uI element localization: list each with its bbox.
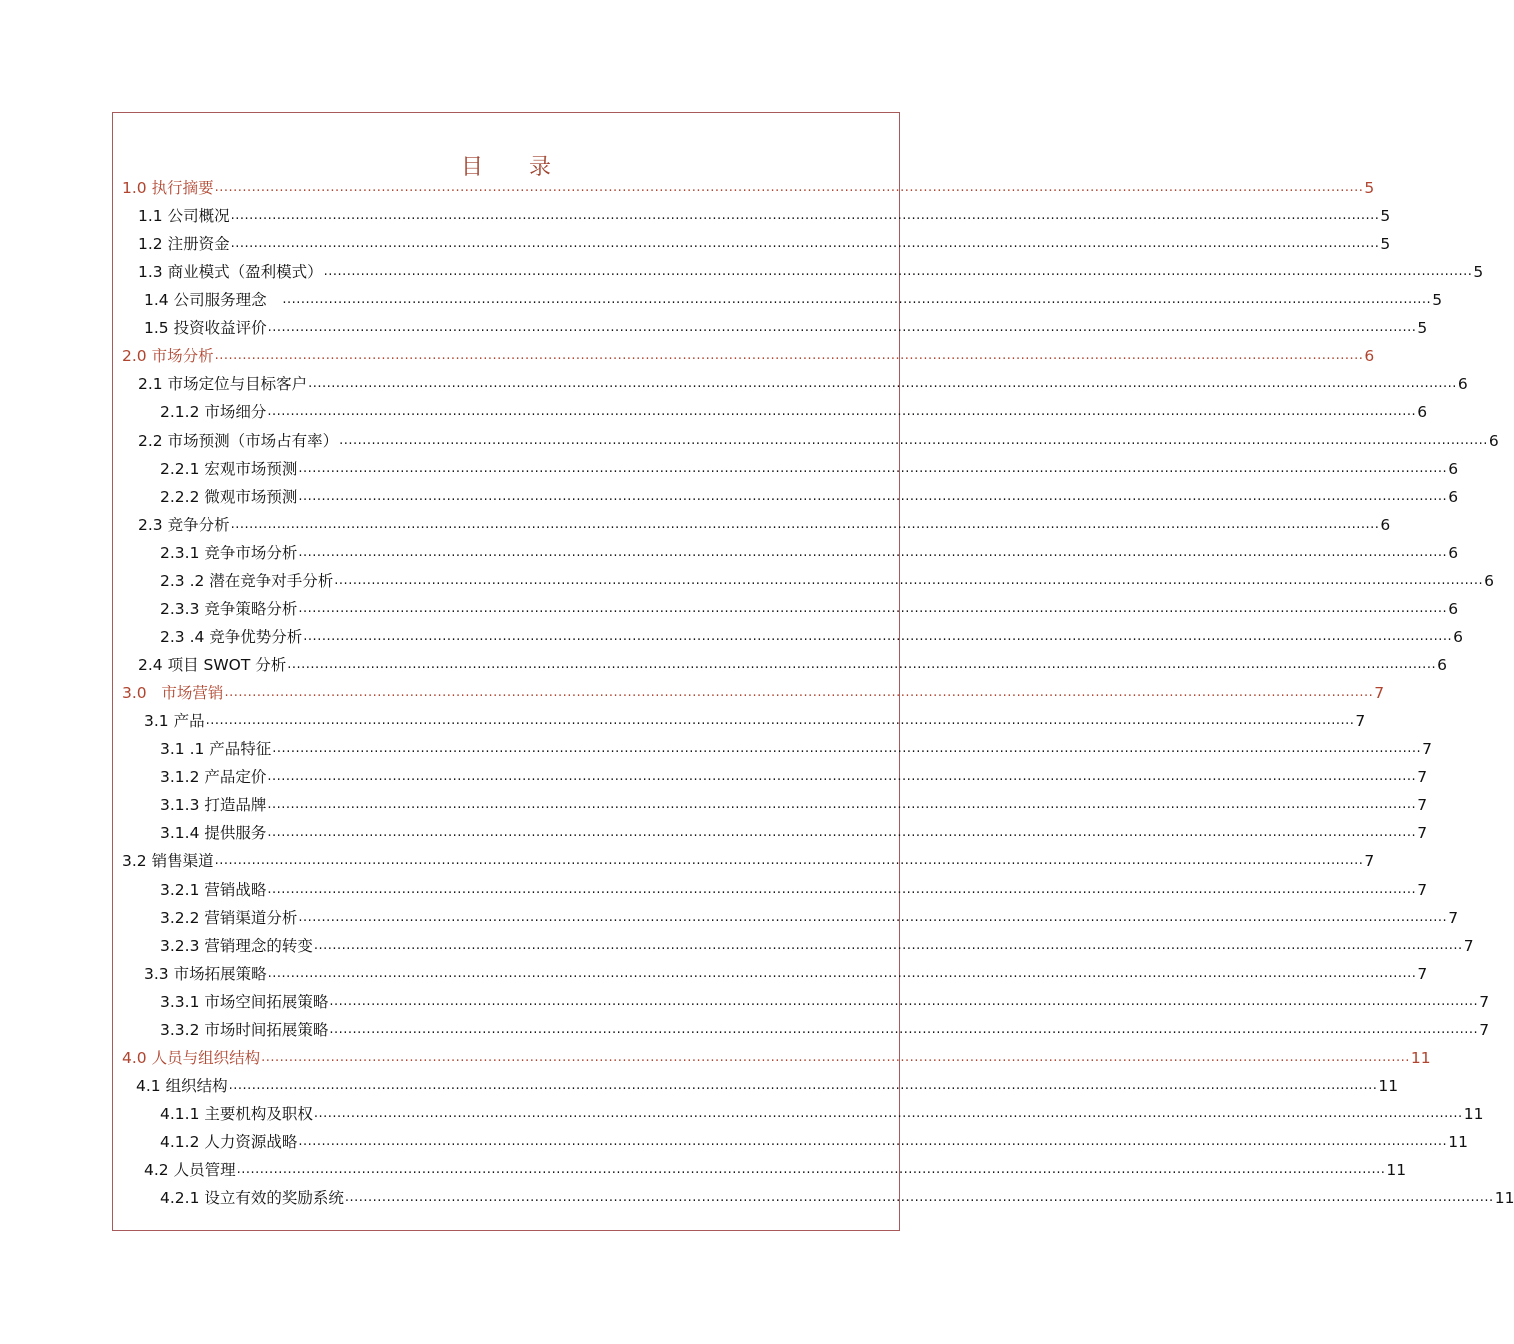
toc-entry[interactable]: 3.2.1 营销战略 ........................................................................................................................................................................................................................................................ 7 bbox=[160, 880, 1428, 899]
toc-entry[interactable]: 3.1 .1 产品特征 ........................................................................................................................................................................................................................................................ 7 bbox=[160, 740, 1432, 759]
toc-entry[interactable]: 4.2 人员管理 ........................................................................................................................................................................................................................................................ 11 bbox=[144, 1161, 1407, 1180]
toc-entry[interactable]: 4.1.1 主要机构及职权 ........................................................................................................................................................................................................................................................ 11 bbox=[160, 1104, 1484, 1123]
toc-entry[interactable]: 2.0 市场分析 ........................................................................................................................................................................................................................................................ 6 bbox=[122, 347, 1375, 366]
toc-entry[interactable]: 1.3 商业模式（盈利模式） ........................................................................................................................................................................................................................................................ 5 bbox=[138, 263, 1484, 282]
toc-entry[interactable]: 2.3 竞争分析 ........................................................................................................................................................................................................................................................ 6 bbox=[138, 515, 1391, 534]
toc-entry[interactable]: 3.0 市场营销 ........................................................................................................................................................................................................................................................ 7 bbox=[122, 684, 1385, 703]
toc-entry[interactable]: 3.1.3 打造品牌 ........................................................................................................................................................................................................................................................ 7 bbox=[160, 796, 1428, 815]
toc-entry[interactable]: 4.1.2 人力资源战略 ........................................................................................................................................................................................................................................................ 11 bbox=[160, 1133, 1468, 1152]
toc-entry[interactable]: 3.3.1 市场空间拓展策略 ........................................................................................................................................................................................................................................................ 7 bbox=[160, 992, 1490, 1011]
toc-entry[interactable]: 3.1.2 产品定价 ........................................................................................................................................................................................................................................................ 7 bbox=[160, 768, 1428, 787]
toc-title-left: 目 bbox=[460, 155, 483, 180]
toc-entry[interactable]: 3.1.4 提供服务 ........................................................................................................................................................................................................................................................ 7 bbox=[160, 824, 1428, 843]
toc-entry[interactable]: 3.1 产品 ........................................................................................................................................................................................................................................................ 7 bbox=[144, 712, 1366, 731]
toc-entry[interactable]: 2.3.1 竞争市场分析 ........................................................................................................................................................................................................................................................ 6 bbox=[160, 543, 1459, 562]
toc-entry[interactable]: 1.1 公司概况 ........................................................................................................................................................................................................................................................ 5 bbox=[138, 207, 1391, 226]
toc-entry[interactable]: 2.2 市场预测（市场占有率） ........................................................................................................................................................................................................................................................ 6 bbox=[138, 431, 1499, 450]
toc-entry[interactable]: 3.3.2 市场时间拓展策略 ........................................................................................................................................................................................................................................................ 7 bbox=[160, 1020, 1490, 1039]
toc-entry[interactable]: 2.1 市场定位与目标客户 ........................................................................................................................................................................................................................................................ 6 bbox=[138, 375, 1468, 394]
toc-entry[interactable]: 4.1 组织结构 ........................................................................................................................................................................................................................................................ 11 bbox=[136, 1076, 1399, 1095]
toc-entry[interactable]: 3.2.2 营销渠道分析 ........................................................................................................................................................................................................................................................ 7 bbox=[160, 908, 1459, 927]
toc-entry[interactable]: 2.1.2 市场细分 ........................................................................................................................................................................................................................................................ 6 bbox=[160, 403, 1428, 422]
toc-entry[interactable]: 2.2.1 宏观市场预测 ........................................................................................................................................................................................................................................................ 6 bbox=[160, 459, 1459, 478]
toc-entry[interactable]: 1.0 执行摘要 ........................................................................................................................................................................................................................................................ 5 bbox=[122, 179, 1375, 197]
toc-entry[interactable]: 1.4 公司服务理念 ........................................................................................................................................................................................................................................................ 5 bbox=[144, 291, 1443, 310]
toc-entry[interactable]: 2.4 项目 SWOT 分析 ........................................................................................................................................................................................................................................................ 6 bbox=[138, 656, 1447, 675]
toc-entry[interactable]: 3.2 销售渠道 ........................................................................................................................................................................................................................................................ 7 bbox=[122, 852, 1375, 871]
toc-title-right: 录 bbox=[529, 155, 552, 180]
toc-entry[interactable]: 4.0 人员与组织结构 ........................................................................................................................................................................................................................................................ 11 bbox=[122, 1048, 1431, 1067]
toc-entry[interactable]: 2.3.3 竞争策略分析 ........................................................................................................................................................................................................................................................ 6 bbox=[160, 599, 1459, 618]
toc-entry[interactable]: 2.2.2 微观市场预测 ........................................................................................................................................................................................................................................................ 6 bbox=[160, 487, 1459, 506]
toc-entry[interactable]: 2.3 .2 潜在竞争对手分析 ........................................................................................................................................................................................................................................................ 6 bbox=[160, 571, 1494, 590]
toc-entry[interactable]: 3.2.3 营销理念的转变 ........................................................................................................................................................................................................................................................ 7 bbox=[160, 936, 1474, 955]
toc-entry[interactable]: 1.2 注册资金 ........................................................................................................................................................................................................................................................ 5 bbox=[138, 235, 1391, 254]
toc-entry[interactable]: 3.3 市场拓展策略 ........................................................................................................................................................................................................................................................ 7 bbox=[144, 964, 1428, 983]
toc-entry[interactable]: 1.5 投资收益评价 ........................................................................................................................................................................................................................................................ 5 bbox=[144, 319, 1428, 338]
toc-entry[interactable]: 4.2.1 设立有效的奖励系统 ........................................................................................................................................................................................................................................................ 11 bbox=[160, 1189, 1514, 1208]
toc-entry[interactable]: 2.3 .4 竞争优势分析 ........................................................................................................................................................................................................................................................ 6 bbox=[160, 627, 1463, 646]
